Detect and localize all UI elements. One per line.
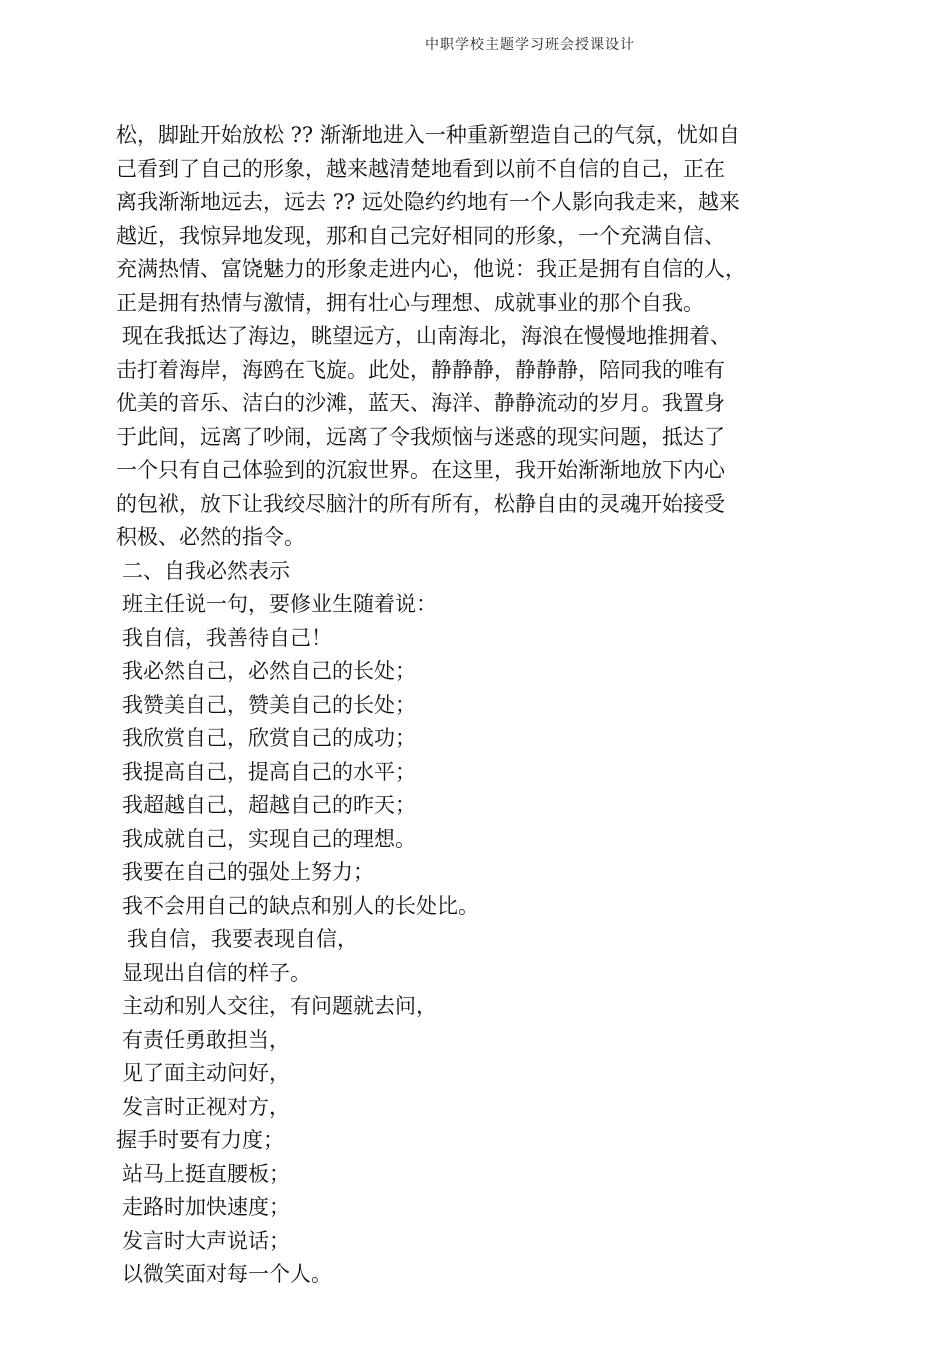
body-line: 有责任勇敢担当，	[122, 1027, 290, 1052]
body-line: 发言时正视对方，	[122, 1094, 290, 1119]
body-line: 击打着海岸，海鸥在飞旋。此处，静静静，静静静，陪同我的唯有	[116, 357, 725, 382]
body-line: 发言时大声说话；	[122, 1228, 290, 1253]
body-line: 优美的音乐、洁白的沙滩，蓝天、海洋、静静流动的岁月。我置身	[116, 391, 725, 415]
body-line: 松，脚趾开始放松 ?? 渐渐地进入一种重新塑造自己的气氛，忧如自	[116, 123, 740, 147]
body-line: 正是拥有热情与激情，拥有壮心与理想、成就事业的那个自我。	[116, 290, 704, 315]
body-line: 越近，我惊异地发现，那和自己完好相同的形象，一个充满自信、	[116, 223, 725, 248]
body-line: 站马上挺直腰板；	[122, 1161, 290, 1186]
body-line: 以微笑面对每一个人。	[122, 1262, 332, 1286]
body-line: 我必然自己，必然自己的长处；	[122, 659, 416, 683]
body-line: 我欣赏自己，欣赏自己的成功；	[122, 726, 416, 750]
body-line: 我超越自己，超越自己的昨天；	[122, 793, 416, 817]
body-line: 我自信，我善待自己！	[122, 625, 332, 650]
body-line: 我提高自己，提高自己的水平；	[122, 759, 416, 784]
body-line: 班主任说一句，要修业生随着说：	[122, 592, 437, 616]
body-line: 我不会用自己的缺点和别人的长处比。	[122, 893, 479, 918]
body-line: 握手时要有力度；	[116, 1128, 284, 1152]
body-line: 我成就自己，实现自己的理想。	[122, 826, 416, 851]
body-line: 积极、必然的指令。	[116, 525, 305, 549]
body-line: 于此间，远离了吵闹，远离了令我烦恼与迷惑的现实问题，抵达了	[116, 424, 725, 449]
body-line: 显现出自信的样子。	[122, 960, 311, 985]
body-line: 主动和别人交往，有问题就去问，	[122, 994, 437, 1018]
body-line: 离我渐渐地远去，远去 ?? 远处隐约约地有一个人影向我走来，越来	[116, 190, 740, 214]
body-line: 充满热情、富饶魅力的形象走进内心，他说：我正是拥有自信的人，	[116, 257, 746, 281]
document-body	[116, 119, 786, 1292]
body-line: 见了面主动问好，	[122, 1061, 290, 1085]
section-heading: 二、自我必然表示	[122, 558, 290, 583]
body-line: 我自信，我要表现自信，	[127, 927, 358, 951]
body-line: 一个只有自己体验到的沉寂世界。在这里，我开始渐渐地放下内心	[116, 458, 725, 482]
page-header: 中职学校主题学习班会授课设计	[425, 37, 635, 53]
body-line: 我要在自己的强处上努力；	[122, 860, 374, 884]
body-line: 己看到了自己的形象，越来越清楚地看到以前不自信的自己，正在	[116, 156, 725, 181]
body-line: 现在我抵达了海边，眺望远方，山南海北，海浪在慢慢地推拥着、	[122, 324, 731, 348]
body-line: 的包袱，放下让我绞尽脑汁的所有所有，松静自由的灵魂开始接受	[116, 491, 725, 516]
body-line: 走路时加快速度；	[122, 1195, 290, 1219]
body-line: 我赞美自己，赞美自己的长处；	[122, 692, 416, 717]
